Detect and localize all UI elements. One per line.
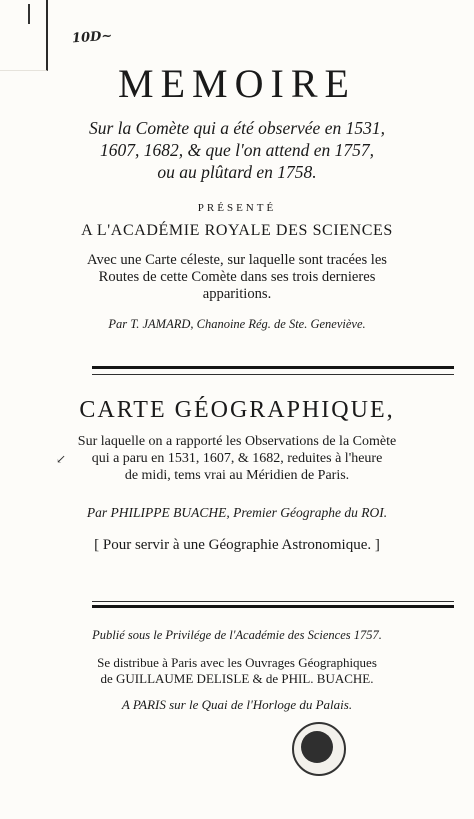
map-description-line-1: Sur laquelle on a rapporté les Observations de la Comète — [77, 434, 397, 449]
description-line-2: Routes de cette Comète dans ses trois dernieres — [98, 269, 376, 285]
map-title: CARTE GÉOGRAPHIQUE, — [79, 397, 395, 423]
divider-top-thin — [92, 374, 454, 375]
binding-mark — [28, 4, 36, 24]
map-description-line-3: de midi, tems vrai au Méridien de Paris. — [124, 468, 350, 483]
margin-mark: ↙ — [56, 452, 67, 466]
distribution-line-1: Se distribue à Paris avec les Ouvrages Géographiques — [97, 655, 377, 670]
description-line-3: apparitions. — [202, 286, 272, 302]
divider-top-thick — [92, 366, 454, 369]
library-stamp — [292, 722, 346, 776]
map-author: Par PHILIPPE BUACHE, Premier Géographe du ROI. — [86, 505, 388, 520]
map-description-line-2: qui a paru en 1531, 1607, & 1682, reduites à l'heure — [91, 451, 383, 466]
publisher-address: A PARIS sur le Quai de l'Horloge du Palais. — [121, 697, 353, 712]
subtitle-line-1: Sur la Comète qui a été observée en 1531, — [89, 118, 385, 138]
academy-heading: A L'ACADÉMIE ROYALE DES SCIENCES — [81, 222, 393, 239]
purpose-line: [ Pour servir à une Géographie Astronomique. ] — [94, 537, 380, 553]
presented-label: PRÉSENTÉ — [197, 202, 277, 214]
author-credit: Par T. JAMARD, Chanoine Rég. de Ste. Geneviève. — [108, 317, 366, 331]
subtitle-line-3: ou au plûtard en 1758. — [157, 162, 317, 182]
subtitle-line-2: 1607, 1682, & que l'on attend en 1757, — [100, 140, 374, 160]
divider-bottom-thin — [92, 601, 454, 602]
handwritten-note: 10D~ — [71, 28, 113, 47]
privilege-line: Publié sous le Privilége de l'Académie des Sciences 1757. — [92, 628, 382, 642]
divider-bottom-thick — [92, 605, 454, 608]
distribution-line-2: de GUILLAUME DELISLE & de PHIL. BUACHE. — [100, 671, 374, 686]
memoire-title: MEMOIRE — [118, 61, 356, 106]
description-line-1: Avec une Carte céleste, sur laquelle sont tracées les — [87, 252, 387, 268]
stamp-emblem — [301, 731, 333, 763]
